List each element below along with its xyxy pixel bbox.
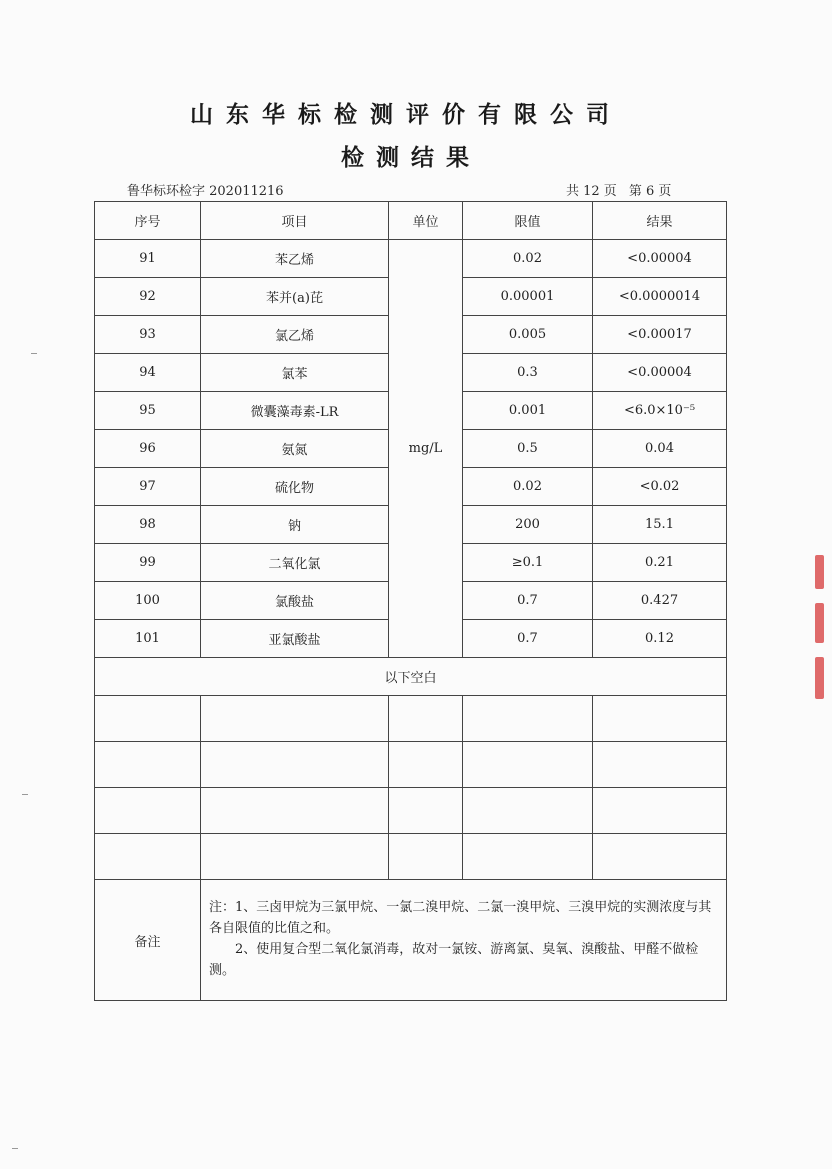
scan-speck [22,794,28,795]
row-result: 0.04 [593,430,727,468]
row-no: 92 [95,278,201,316]
row-item: 微囊藻毒素-LR [201,392,389,430]
empty-cell [201,742,389,788]
row-limit: 0.7 [463,582,593,620]
row-no: 93 [95,316,201,354]
stamp-mark [815,603,824,643]
company-name: 山东华标检测评价有限公司 [190,101,622,128]
row-item: 二氧化氯 [201,544,389,582]
row-item: 亚氯酸盐 [201,620,389,658]
remarks-row [95,880,727,1001]
row-item: 苯乙烯 [201,240,389,278]
row-result: <0.00017 [593,316,727,354]
row-result: <0.02 [593,468,727,506]
empty-cell [95,834,201,880]
seal-stamp-edge [812,555,826,715]
empty-cell [201,834,389,880]
empty-cell [201,696,389,742]
row-result: 15.1 [593,506,727,544]
empty-cell [389,742,463,788]
row-limit: 0.00001 [463,278,593,316]
header-unit: 单位 [389,202,463,240]
empty-cell [463,742,593,788]
row-limit: 0.02 [463,468,593,506]
row-result: <0.0000014 [593,278,727,316]
empty-cell [95,696,201,742]
row-no: 95 [95,392,201,430]
row-result: <0.00004 [593,354,727,392]
row-item: 氯乙烯 [201,316,389,354]
empty-cell [593,834,727,880]
remark-note-1: 注：1、三卤甲烷为三氯甲烷、一氯二溴甲烷、二氯一溴甲烷、三溴甲烷的实测浓度与其各自限值的比值之和。 [209,900,712,937]
empty-cell [593,696,727,742]
current-page: 第 6 页 [628,184,672,199]
empty-row [95,834,727,880]
stamp-mark [815,555,824,589]
row-result: 0.427 [593,582,727,620]
row-no: 101 [95,620,201,658]
results-table [94,201,727,1001]
remarks-text [201,880,727,1001]
header-item: 项目 [201,202,389,240]
row-item: 氯苯 [201,354,389,392]
document-title: 检测结果 [341,144,481,171]
row-item: 氯酸盐 [201,582,389,620]
empty-cell [389,834,463,880]
blank-note-row [95,658,727,696]
empty-cell [201,788,389,834]
row-limit: 0.005 [463,316,593,354]
row-item: 苯并(a)芘 [201,278,389,316]
empty-cell [389,696,463,742]
row-result: 0.12 [593,620,727,658]
table-row [95,240,727,278]
blank-note: 以下空白 [95,658,727,696]
empty-row [95,788,727,834]
row-no: 97 [95,468,201,506]
table-header-row [95,202,727,240]
report-number: 鲁华标环检字 202011216 [127,184,284,199]
header-limit: 限值 [463,202,593,240]
row-no: 96 [95,430,201,468]
stamp-mark [815,657,824,699]
row-result: <6.0×10⁻⁵ [593,392,727,430]
unit-cell: mg/L [389,240,463,658]
row-no: 94 [95,354,201,392]
row-limit: ≥0.1 [463,544,593,582]
scan-speck [31,353,37,354]
empty-row [95,742,727,788]
remark-note-2: 2、使用复合型二氧化氯消毒，故对一氯铵、游离氯、臭氧、溴酸盐、甲醛不做检测。 [209,942,699,978]
empty-cell [463,834,593,880]
empty-cell [389,788,463,834]
empty-cell [593,742,727,788]
page-info [566,180,683,199]
empty-cell [593,788,727,834]
empty-cell [463,788,593,834]
row-result: 0.21 [593,544,727,582]
row-no: 98 [95,506,201,544]
empty-cell [95,742,201,788]
row-result: <0.00004 [593,240,727,278]
empty-cell [95,788,201,834]
scan-speck [12,1148,18,1149]
header-result: 结果 [593,202,727,240]
header-no: 序号 [95,202,201,240]
row-item: 钠 [201,506,389,544]
row-no: 91 [95,240,201,278]
row-limit: 200 [463,506,593,544]
row-item: 硫化物 [201,468,389,506]
empty-row [95,696,727,742]
row-item: 氨氮 [201,430,389,468]
empty-cell [463,696,593,742]
row-limit: 0.001 [463,392,593,430]
row-limit: 0.3 [463,354,593,392]
remarks-label: 备注 [95,880,201,1001]
row-limit: 0.5 [463,430,593,468]
row-limit: 0.02 [463,240,593,278]
row-no: 100 [95,582,201,620]
row-limit: 0.7 [463,620,593,658]
total-pages: 共 12 页 [566,184,617,199]
row-no: 99 [95,544,201,582]
